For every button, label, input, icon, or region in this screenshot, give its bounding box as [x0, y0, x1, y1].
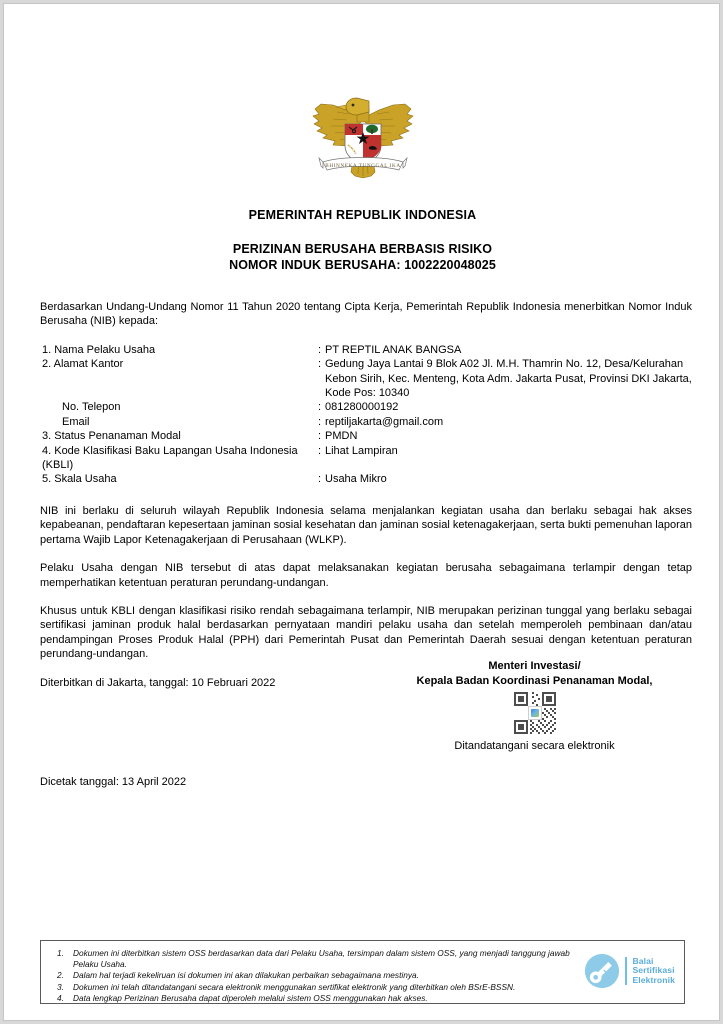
list-item: [52, 948, 592, 970]
bsre-line-2: Sertifikasi: [632, 965, 675, 976]
footer-note-number: 2.: [57, 970, 64, 981]
heading-government: PEMERINTAH REPUBLIK INDONESIA: [248, 208, 477, 222]
footer-note-text: Data lengkap Perizinan Berusaha dapat diperoleh melalui sistem OSS menggunakan hak akses.: [73, 992, 428, 1003]
field-value-status-penanaman-modal: PMDN: [325, 430, 358, 443]
field-colon: :: [318, 401, 322, 414]
field-label-status-penanaman-modal: 3. Status Penanaman Modal: [42, 430, 181, 443]
field-value-skala-usaha: Usaha Mikro: [325, 473, 387, 486]
table-row: [40, 444, 692, 473]
table-row: [40, 357, 692, 386]
field-colon: :: [318, 415, 322, 428]
field-value-kbli: Lihat Lampiran: [325, 444, 398, 457]
field-label-no-telepon: No. Telepon: [62, 401, 121, 414]
footer-note-text: Dokumen ini telah ditandatangani secara elektronik menggunakan sertifikat elektronik yang diterbitkan oleh BSrE-BSSN.: [73, 981, 516, 992]
field-value-alamat-kantor: Gedung Jaya Lantai 9 Blok A02 Jl. M.H. Thamrin No. 12, Desa/Kelurahan Kebon Sirih, Kec. Menteng, Kota Adm. Jakarta Pusat, Provinsi DKI Jakarta,: [325, 358, 692, 385]
intro-paragraph: Berdasarkan Undang-Undang Nomor 11 Tahun 2020 tentang Cipta Kerja, Pemerintah Republik Indonesia menerbitkan Nomor Induk Berusaha (NIB) kepada:: [40, 301, 692, 328]
issued-date-line: Diterbitkan di Jakarta, tanggal: 10 Februari 2022: [40, 676, 276, 689]
table-row: [40, 415, 692, 429]
table-row: [40, 472, 692, 486]
field-label-alamat-kantor: 2. Alamat Kantor: [42, 358, 124, 371]
emblem-container: [4, 88, 720, 184]
footer-notes-box: [40, 940, 685, 1004]
footer-note-number: 3.: [57, 981, 64, 992]
field-value-nama-pelaku-usaha: PT REPTIL ANAK BANGSA: [325, 343, 462, 356]
field-value-email: reptiljakarta@gmail.com: [325, 415, 444, 428]
footer-notes-list: [52, 948, 592, 1004]
field-label-kbli: 4. Kode Klasifikasi Baku Lapangan Usaha Indonesia (KBLI): [42, 444, 298, 472]
table-row: [40, 386, 692, 400]
list-item: [52, 970, 592, 981]
company-details-body: [40, 343, 692, 487]
list-item: [52, 982, 592, 993]
bsre-key-icon: [584, 953, 620, 989]
footer-note-text: Dokumen ini diterbitkan sistem OSS berdasarkan data dari Pelaku Usaha, tersimpan dalam sistem OSS, yang menjadi tanggung jawab Pelaku Usaha.: [73, 948, 570, 970]
bsre-divider: [625, 957, 627, 985]
document-body: [40, 300, 692, 689]
bsre-logo: [584, 953, 675, 989]
signature-block: [387, 659, 682, 752]
table-row: [40, 400, 692, 414]
field-label-email: Email: [62, 415, 90, 428]
signatory-title-line2: Kepala Badan Koordinasi Penanaman Modal,: [416, 674, 653, 687]
footer-note-number: 4.: [57, 992, 64, 1003]
footer-note-number: 1.: [57, 948, 64, 958]
heading-license-line1: PERIZINAN BERUSAHA BERBASIS RISIKO: [232, 242, 493, 256]
table-row: [40, 343, 692, 357]
field-value-kode-pos: Kode Pos: 10340: [325, 387, 410, 400]
field-colon: :: [318, 430, 322, 443]
list-item: [52, 993, 592, 1004]
printed-date-line: Dicetak tanggal: 13 April 2022: [40, 776, 187, 788]
legal-paragraphs: [40, 504, 692, 662]
footer-note-text: Dalam hal terjadi kekeliruan isi dokumen ini akan dilakukan perbaikan sebagaimana mestinya.: [73, 970, 419, 981]
field-label-nama-pelaku-usaha: 1. Nama Pelaku Usaha: [42, 343, 156, 356]
bsre-line-1: Balai: [632, 955, 654, 966]
signatory-title: [387, 659, 682, 688]
electronic-signature-note: Ditandatangani secara elektronik: [454, 740, 615, 752]
bsre-line-3: Elektronik: [632, 974, 675, 985]
electronic-signature-qr-code: [514, 692, 556, 734]
field-colon: :: [318, 358, 322, 371]
field-colon-empty: [318, 386, 325, 400]
field-label-empty: [40, 386, 318, 400]
qr-center-logo: [528, 706, 542, 720]
company-details-table: [40, 343, 692, 487]
garuda-pancasila-emblem: [307, 88, 419, 184]
svg-text:BHINNEKA TUNGGAL IKA: BHINNEKA TUNGGAL IKA: [324, 163, 401, 169]
heading-nib-number: NOMOR INDUK BERUSAHA: 1002220048025: [229, 258, 496, 272]
paragraph-validity: NIB ini berlaku di seluruh wilayah Republik Indonesia selama menjalankan kegiatan usaha dan berlaku sebagai hak akses kepabeanan, pendaftaran kepesertaan jaminan sosial kesehatan dan jaminan sosial ketenagakerjaan, serta bukti pemenuhan laporan pertama Wajib Lapor Ketenagakerjaan di Perusahaan (WLKP).: [40, 504, 692, 546]
table-row: [40, 429, 692, 443]
certificate-page: [3, 3, 720, 1021]
field-value-no-telepon: 081280000192: [325, 401, 399, 414]
field-label-skala-usaha: 5. Skala Usaha: [42, 473, 117, 486]
heading-license: [4, 241, 720, 273]
paragraph-halal: Khusus untuk KBLI dengan klasifikasi risiko rendah sebagaimana terlampir, NIB merupakan perizinan tunggal yang berlaku sebagai sertifikasi jaminan produk halal berdasarkan pernyataan mandiri pelaku usaha dan setelah memperoleh pembinaan dan/atau pendampingan Proses Produk Halal (PPH) dari Pemerintah Pusat dan Pemerintah Daerah sesuai dengan ketentuan peraturan perundang-undangan.: [40, 604, 692, 661]
field-colon: :: [318, 473, 322, 486]
field-colon: :: [318, 444, 322, 457]
signatory-title-line1: Menteri Investasi/: [488, 660, 581, 672]
field-colon: :: [318, 343, 322, 356]
paragraph-activity: Pelaku Usaha dengan NIB tersebut di atas dapat melaksanakan kegiatan berusaha sebagaimana terlampir dengan tetap memperhatikan ketentuan peraturan perundang-undangan.: [40, 562, 692, 589]
bsre-wordmark: [632, 957, 675, 986]
